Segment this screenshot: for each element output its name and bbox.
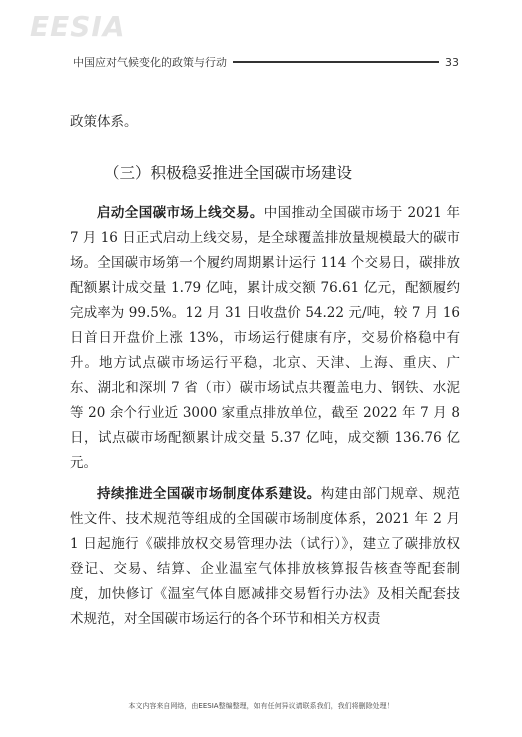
paragraph-lead: 持续推进全国碳市场制度体系建设。 [97, 486, 321, 502]
paragraph-lead: 启动全国碳市场上线交易。 [97, 205, 264, 221]
paragraph-text: 构建由部门规章、规范性文件、技术规范等组成的全国碳市场制度体系，2021 年 2 月 1 日起施行《碳排放权交易管理办法（试行）》，建立了碳排放权登记、交易、结算、企业温室气体排放核算报告核查等配套制度，加快修订《温室气体自愿减排交易暂行办法》及相关配套技术规范，对全国碳市场运行的各个环节和相关方权责 [70, 486, 461, 627]
paragraph-text: 中国推动全国碳市场于 2021 年 7 月 16 日正式启动上线交易，是全球覆盖排放量规模最大的碳市场。全国碳市场第一个履约周期累计运行 114 个交易日，碳排放配额累计成交量 1.79 亿吨，累计成交额 76.61 亿元，配额履约完成率为 99.5%。12 月 31 日收盘价 54.22 元/吨，较 7 月 16 日首日开盘价上涨 13%，市场运行健康有序，交易价格稳中有升。地方试点碳市场运行平稳，北京、天津、上海、重庆、广东、湖北和深圳 7 省（市）碳市场试点共覆盖电力、钢铁、水泥等 20 余个行业近 3000 家重点排放单位，截至 2022 年 7 月 8 日，试点碳市场配额累计成交量 5.37 亿吨，成交额 136.76 亿元。 [70, 205, 460, 471]
section-heading: （三）积极稳妥推进全国碳市场建设 [104, 164, 353, 182]
paragraph-carbon-market-launch [70, 201, 460, 476]
eesia-watermark-logo: EESIA [30, 10, 126, 43]
footer-disclaimer: 本文内容来自网络，由EESIA整编整理，如有任何异议请联系我们，我们将删除处理！ [128, 702, 394, 710]
page-body [70, 110, 460, 632]
header-rule [233, 61, 439, 63]
running-header [73, 54, 459, 70]
paragraph-institutional-system [70, 482, 460, 632]
page-number: 33 [445, 55, 459, 69]
continued-paragraph: 政策体系。 [70, 114, 138, 130]
running-header-title: 中国应对气候变化的政策与行动 [73, 56, 227, 69]
